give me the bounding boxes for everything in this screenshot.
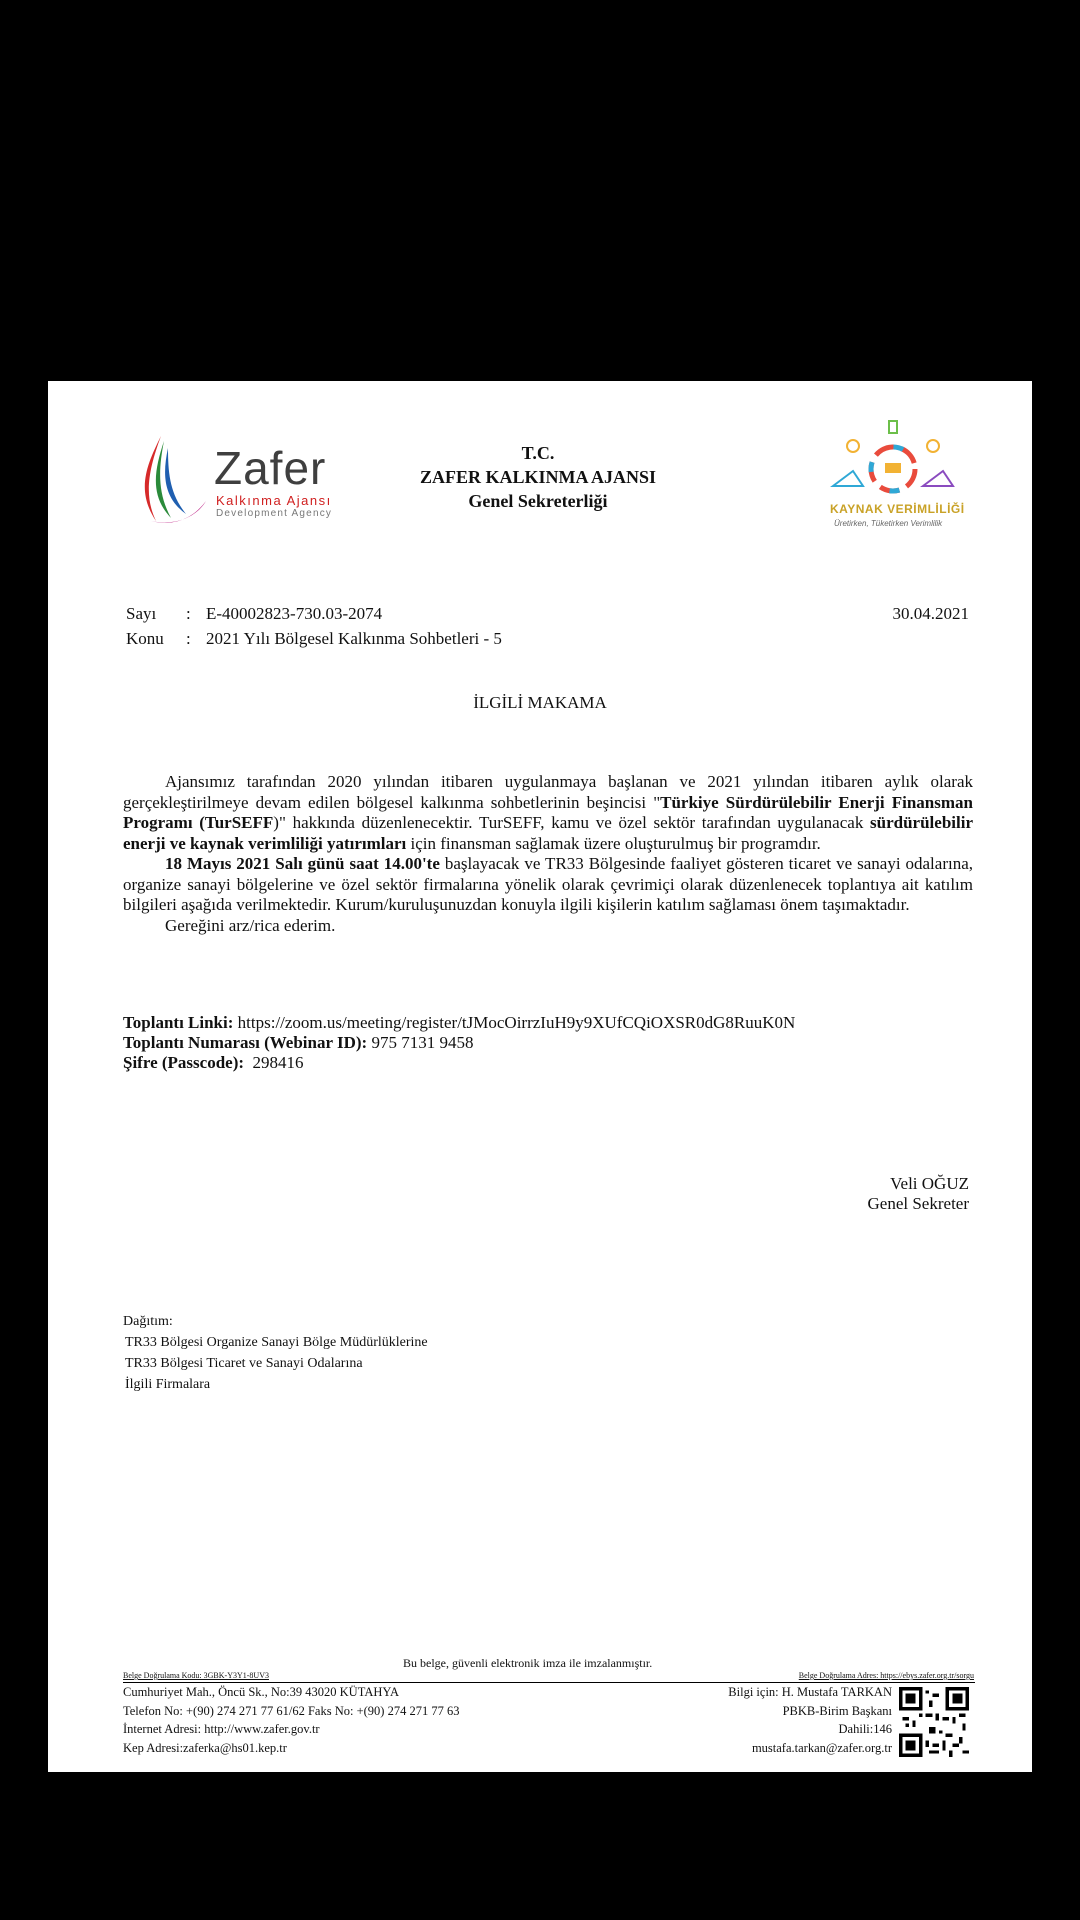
meeting-link[interactable]: https://zoom.us/meeting/register/tJMocOirrzIuH9y9XUfCQiOXSR0dG8RuuK0N bbox=[233, 1013, 796, 1032]
sayi-colon: : bbox=[186, 604, 191, 623]
kaynak-logo-subtitle: Üretirken, Tüketirken Verimlilik bbox=[834, 519, 943, 528]
footer-contact-left bbox=[123, 1683, 459, 1757]
footer-unit: PBKB-Birim Başkanı bbox=[782, 1703, 892, 1718]
footer-contact-right bbox=[728, 1683, 892, 1757]
meeting-link-row: Toplantı Linki: https://zoom.us/meeting/register/tJMocOirrzIuH9y9XUfCQiOXSR0dG8RuuK0N bbox=[123, 1013, 796, 1032]
letterhead bbox=[378, 441, 698, 513]
letterhead-line3: Genel Sekreterliği bbox=[468, 491, 608, 511]
letterhead-line2: ZAFER KALKINMA AJANSI bbox=[419, 467, 657, 487]
paragraph-3: Gereğini arz/rica ederim. bbox=[165, 915, 336, 935]
konu-colon: : bbox=[186, 629, 191, 648]
distribution-label: Dağıtım: bbox=[123, 1314, 173, 1329]
paragraph-2: 18 Mayıs 2021 Salı günü saat 14.00'te başlayacak ve TR33 Bölgesinde faaliyet gösteren ticaret ve sanayi odalarına, organize sanayi bölgelerine ve özel sektör firmalarına yönelik olarak çevrimiçi olarak düzenlenecek toplantıya ait katılım bilgileri aşağıda verilmektedir. Kurum/kuruluşunuzdan konuyla ilgili kişilerin katılım sağlaması önem taşımaktadır. bbox=[123, 854, 973, 914]
konu-label: Konu bbox=[126, 629, 164, 648]
letter-body bbox=[123, 772, 973, 936]
footer-contact-person: Bilgi için: H. Mustafa TARKAN bbox=[728, 1685, 892, 1699]
konu-value: 2021 Yılı Bölgesel Kalkınma Sohbetleri - 5 bbox=[206, 629, 502, 648]
zafer-logo-name: Zafer bbox=[214, 442, 327, 494]
zafer-logo-sub1: Kalkınma Ajansı bbox=[216, 493, 332, 508]
meeting-id-row: Toplantı Numarası (Webinar ID): 975 7131 9458 bbox=[123, 1033, 474, 1052]
signer-title: Genel Sekreter bbox=[867, 1194, 969, 1213]
meeting-passcode-row: Şifre (Passcode): 298416 bbox=[123, 1053, 304, 1072]
paragraph-1: Ajansımız tarafından 2020 yılından itibaren uygulanmaya başlanan ve 2021 yılından itibaren aylık olarak gerçekleştirilmeye devam edilen bölgesel kalkınma sohbetlerinin beşincisi "Türkiye Sürdürülebilir Enerji Finansman Programı (TurSEFF)" hakkında düzenlenecektir. TurSEFF, kamu ve özel sektör tarafından uygulanacak sürdürülebilir enerji ve kaynak verimliliği yatırımları için finansman sağlamak üzere oluşturulmuş bir programdır. bbox=[123, 772, 973, 853]
footer-email[interactable]: mustafa.tarkan@zafer.org.tr bbox=[751, 1740, 892, 1755]
letterhead-line1: T.C. bbox=[521, 443, 555, 463]
footer-phone: Telefon No: +(90) 274 271 77 61/62 Faks No: +(90) 274 271 77 63 bbox=[123, 1703, 460, 1718]
footer-address: Cumhuriyet Mah., Öncü Sk., No:39 43020 KÜTAHYA bbox=[123, 1685, 400, 1699]
verification-code: Belge Doğrulama Kodu: 3GBK-Y3Y1-8UV3 bbox=[123, 1671, 269, 1680]
zafer-logo-sub2: Development Agency bbox=[216, 508, 333, 519]
distribution-item: İlgili Firmalara bbox=[125, 1377, 211, 1392]
footer-extension: Dahili:146 bbox=[838, 1722, 892, 1736]
kaynak-logo-title: KAYNAK VERİMLİLİĞİ bbox=[830, 502, 965, 516]
recipient-heading: İLGİLİ MAKAMA bbox=[473, 693, 607, 712]
signature-block bbox=[868, 1174, 969, 1214]
distribution-item: TR33 Bölgesi Ticaret ve Sanayi Odalarına bbox=[125, 1356, 363, 1371]
footer-kep: Kep Adresi:zaferka@hs01.kep.tr bbox=[123, 1740, 287, 1755]
document-date: 30.04.2021 bbox=[892, 604, 969, 623]
footer-website[interactable]: İnternet Adresi: http://www.zafer.gov.tr bbox=[123, 1722, 320, 1736]
sayi-value: E-40002823-730.03-2074 bbox=[206, 604, 383, 623]
sayi-label: Sayı bbox=[126, 604, 157, 623]
distribution-list bbox=[123, 1311, 428, 1395]
qr-code-icon bbox=[899, 1687, 969, 1757]
distribution-item: TR33 Bölgesi Organize Sanayi Bölge Müdürlüklerine bbox=[125, 1335, 428, 1350]
e-signature-note: Bu belge, güvenli elektronik imza ile imzalanmıştır. bbox=[403, 1656, 653, 1670]
signer-name: Veli OĞUZ bbox=[890, 1174, 969, 1193]
meeting-info bbox=[123, 1013, 795, 1073]
verification-address[interactable]: Belge Doğrulama Adres: https://ebys.zafer.org.tr/sorgu bbox=[798, 1671, 974, 1680]
document-page bbox=[48, 381, 1032, 1772]
